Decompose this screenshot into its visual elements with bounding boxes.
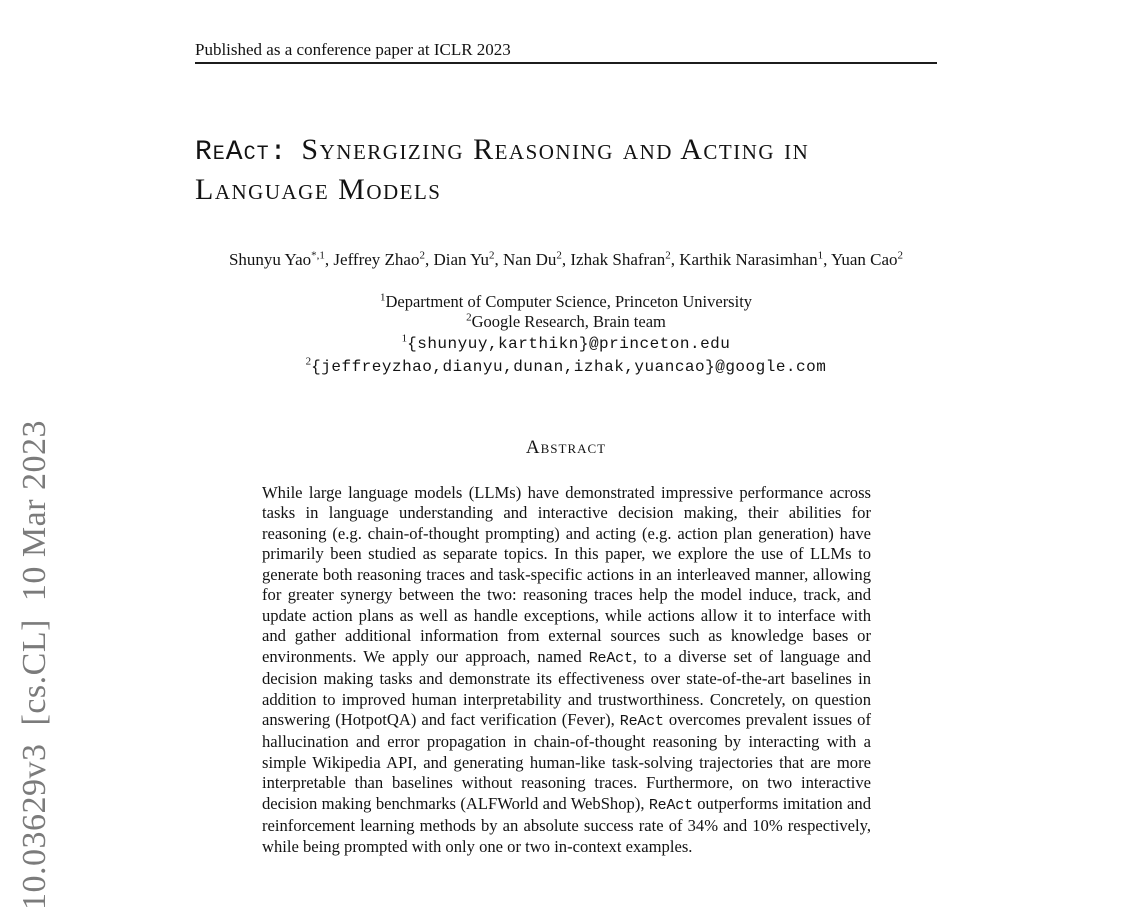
- author-affiliation-sup: *,1: [311, 249, 325, 262]
- author-name: Izhak Shafran: [570, 250, 666, 269]
- author-list: Shunyu Yao$^{*,1}$, Jeffrey Zhao$^2$, Dian Yu$^2$, Nan Du$^2$, Izhak Shafran$^2$, Karthik Narasimhan$^1$, Yuan Cao$^2$: [228, 249, 904, 269]
- paper-title-line2: Language Models: [195, 173, 442, 206]
- author-name: Karthik Narasimhan: [679, 250, 818, 269]
- abstract-segment: , to a diverse set of language and decision making tasks and demonstrate its effectiveness over state-of-the-art baselines in addition to improved human interpretability and trustworthiness. Concretely, on question answering (HotpotQA) and fact verification (Fever),: [262, 646, 871, 729]
- abstract-segment: outperforms imitation and reinforcement learning methods by an absolute success rate of 34% and 10% respectively, while being prompted with only one or two in-context examples.: [262, 793, 871, 856]
- affiliation-line: [195, 312, 937, 332]
- author-affiliation-sup: 1: [817, 249, 824, 262]
- paper-title: [195, 131, 937, 208]
- affiliation-sup: 2: [466, 311, 472, 324]
- header-rule: [195, 62, 937, 64]
- author-affiliation-sup: 2: [897, 249, 904, 262]
- author-name: Shunyu Yao: [228, 250, 312, 269]
- abstract-react-term: ReAct: [588, 649, 633, 667]
- abstract-react-term: ReAct: [648, 796, 693, 814]
- author-affiliation-sup: 2: [556, 249, 562, 262]
- abstract-heading: Abstract: [525, 437, 607, 458]
- author-affiliation-sup: 2: [419, 249, 425, 262]
- abstract-segment: overcomes prevalent issues of hallucination and error propagation in chain-of-thought reasoning by interacting with a simple Wikipedia API, and generating human-like task-solving trajectories that are more interpretable than baselines without reasoning traces. Furthermore, on two interactive decision making benchmarks (ALFWorld and WebShop),: [262, 709, 871, 813]
- conference-header: Published as a conference paper at ICLR 2023: [195, 40, 511, 59]
- paper-title-react: ReAct:: [195, 137, 288, 168]
- author-affiliation-sup: 2: [665, 249, 671, 262]
- abstract-segment: While large language models (LLMs) have demonstrated impressive performance across tasks in language understanding and interactive decision making, their abilities for reasoning (e.g. chain-of-thought prompting) and acting (e.g. action plan generation) have primarily been studied as separate topics. In this paper, we explore the use of LLMs to generate both reasoning traces and task-specific actions in an interleaved manner, allowing for greater synergy between the two: reasoning traces help the model induce, track, and update action plans as well as handle exceptions, while actions allow it to interface with and gather additional information from external sources such as knowledge bases or environments. We apply our approach, named: [262, 483, 871, 666]
- email-text: {jeffreyzhao,dianyu,dunan,izhak,yuancao}@google.com: [311, 358, 827, 376]
- abstract-react-term: ReAct: [619, 712, 664, 730]
- affiliation-text: Google Research, Brain team: [471, 312, 666, 331]
- affiliations-block: [195, 292, 937, 378]
- author-affiliation-sup: 2: [489, 249, 495, 262]
- affiliation-text: Department of Computer Science, Princeton University: [385, 292, 753, 311]
- paper-title-line1: Synergizing Reasoning and Acting in: [301, 133, 810, 166]
- affiliation-sup: 2: [305, 355, 312, 368]
- author-name: Yuan Cao: [830, 250, 898, 269]
- email-line: [195, 355, 937, 378]
- author-name: Jeffrey Zhao: [333, 250, 420, 269]
- email-text: {shunyuy,karthikn}@princeton.edu: [407, 335, 731, 353]
- affiliation-line: [195, 292, 937, 312]
- author-name: Nan Du: [503, 250, 557, 269]
- affiliation-sup: 1: [379, 291, 386, 304]
- arxiv-watermark: 10.03629v3 [cs.CL] 10 Mar 2023: [16, 419, 53, 910]
- author-name: Dian Yu: [433, 250, 490, 269]
- affiliation-sup: 1: [401, 332, 408, 345]
- email-line: [195, 332, 937, 355]
- abstract-text: [262, 483, 871, 857]
